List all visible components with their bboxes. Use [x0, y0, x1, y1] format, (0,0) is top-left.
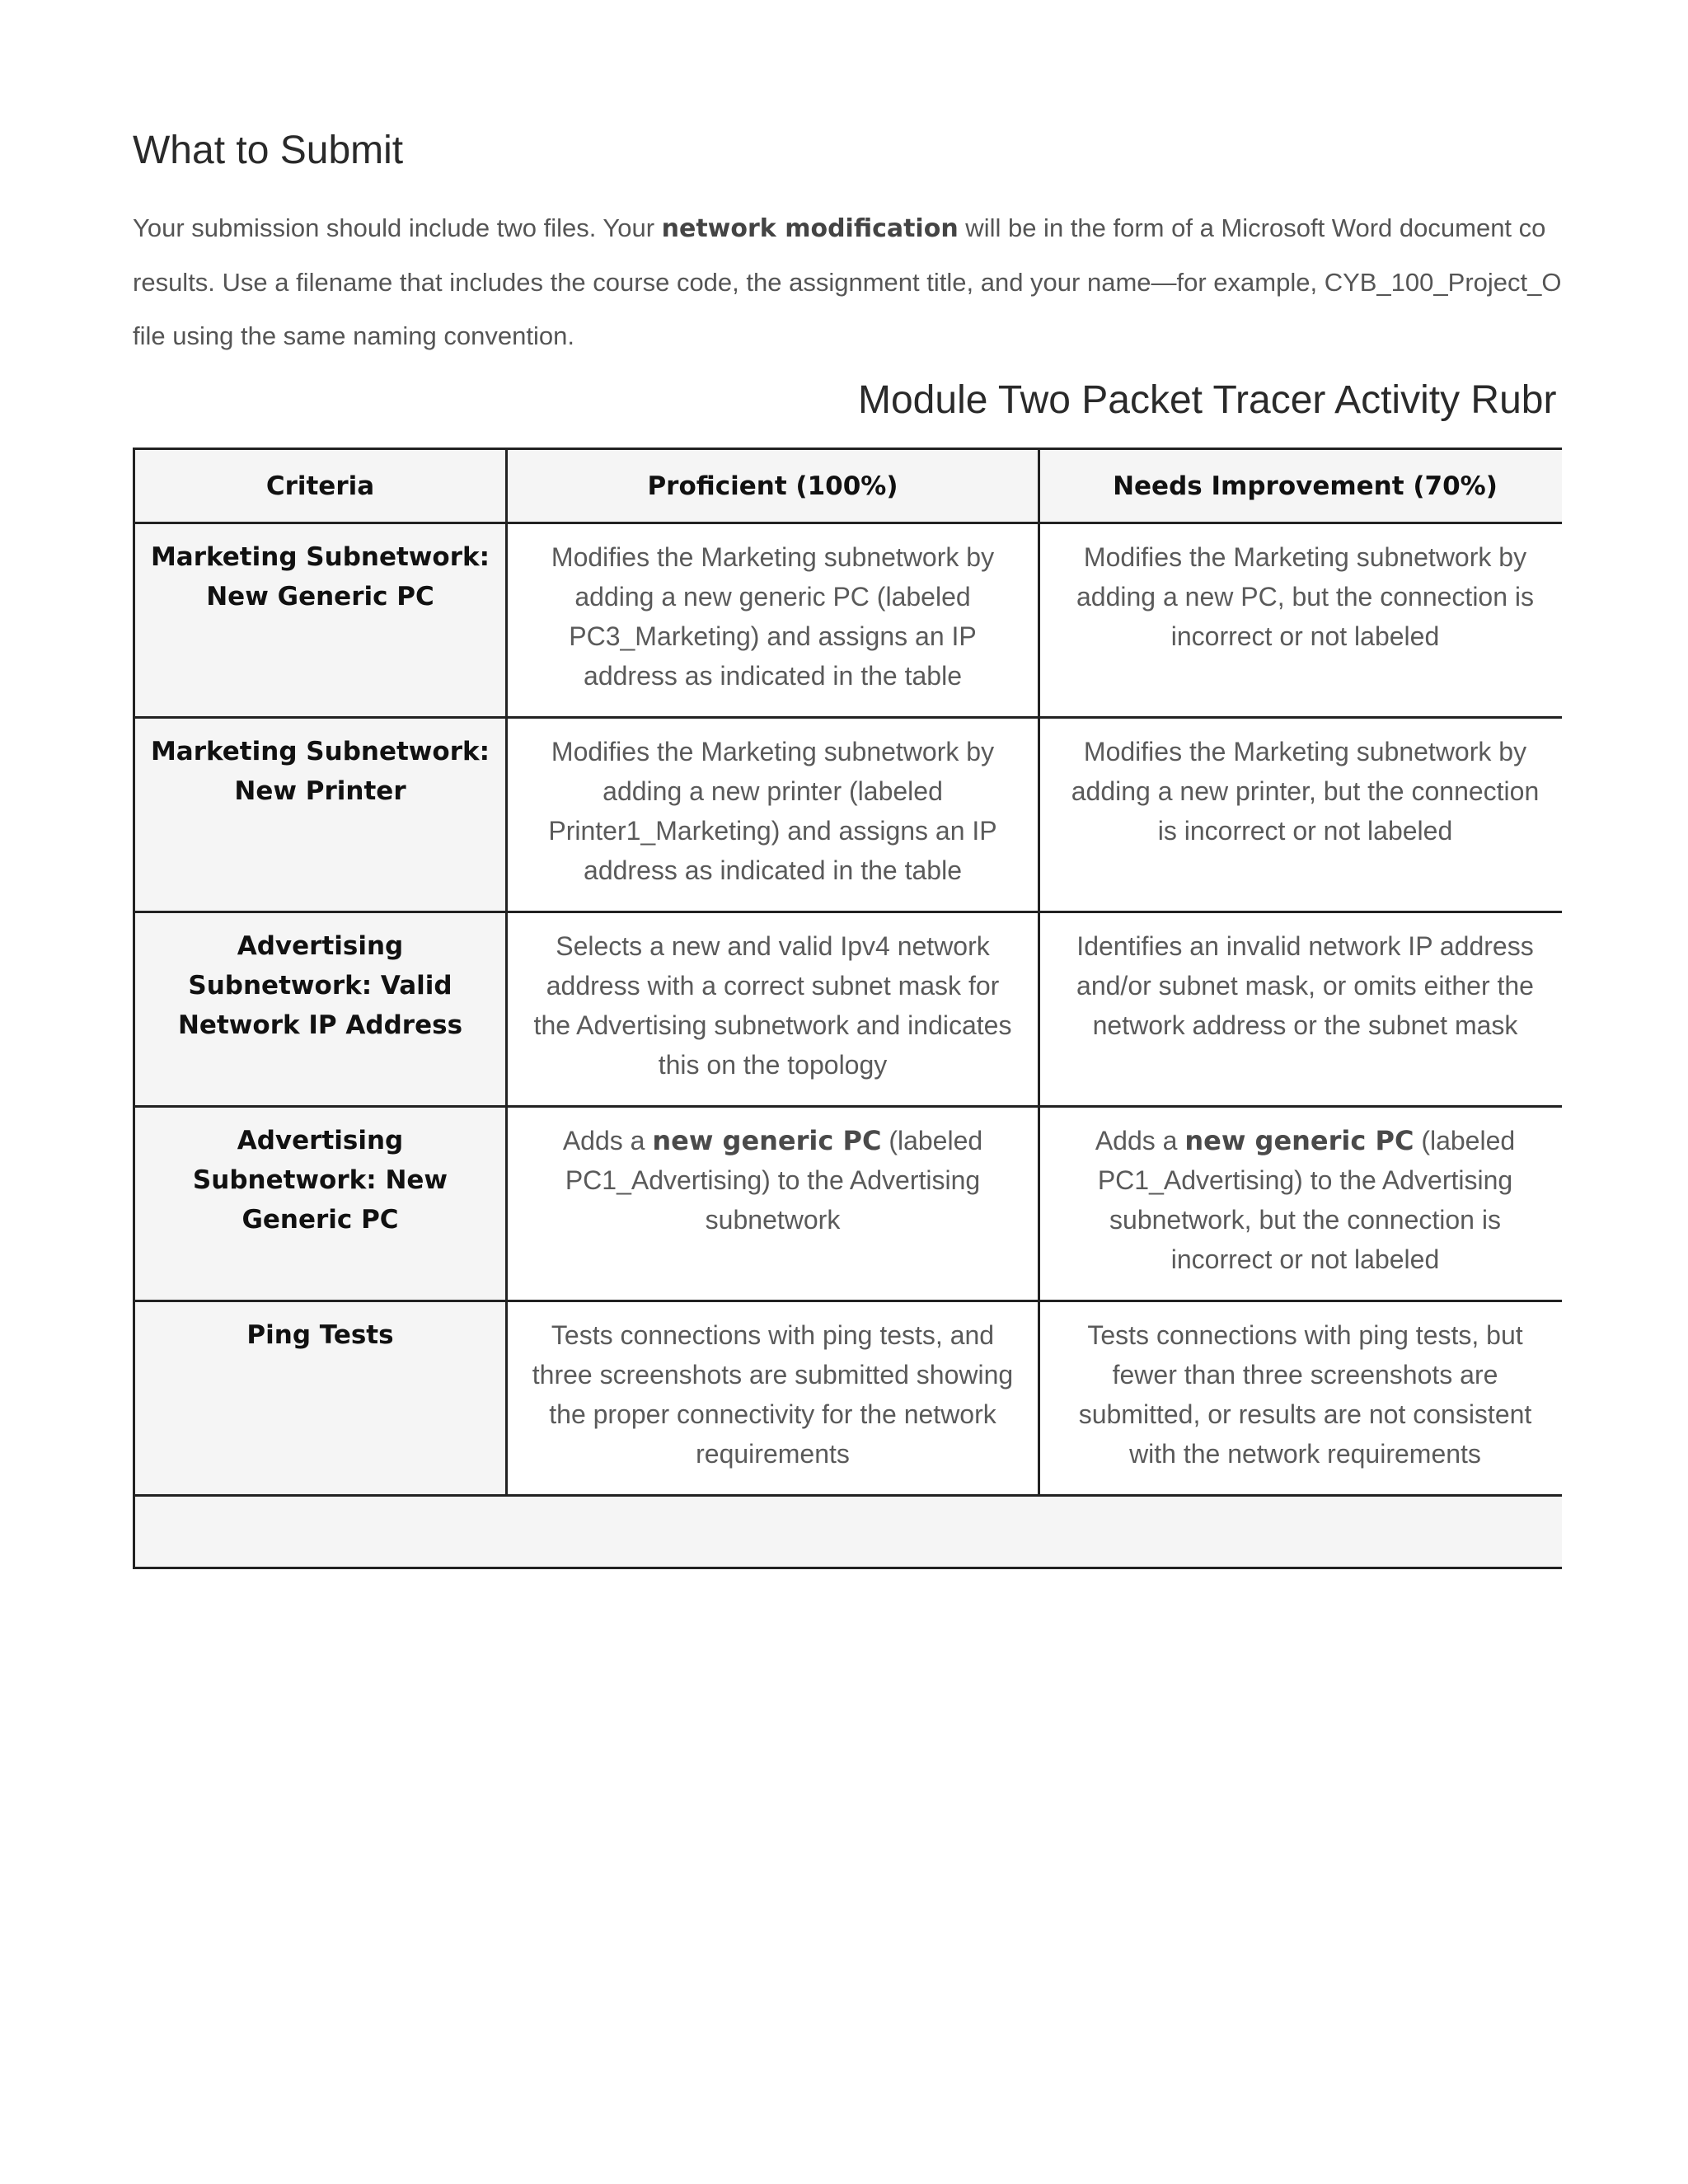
header-proficient: Proficient (100%)	[507, 449, 1039, 523]
table-row	[134, 1301, 1563, 1496]
criteria-cell: Marketing Subnetwork: New Printer	[134, 718, 507, 912]
needs-improvement-cell: Identifies an invalid network IP address and/or subnet mask, or omits either the network address or the subnet mask	[1039, 912, 1563, 1107]
needs-improvement-cell: Modifies the Marketing subnetwork by adding a new printer, but the connection is incorrect or not labeled	[1039, 718, 1563, 912]
criteria-cell: Marketing Subnetwork: New Generic PC	[134, 523, 507, 718]
rubric-title: Module Two Packet Tracer Activity Rubr	[858, 378, 1557, 422]
rubric-footer-row	[134, 1496, 1563, 1568]
proficient-cell: Adds a new generic PC (labeled PC1_Advertising) to the Advertising subnetwork	[507, 1107, 1039, 1301]
header-criteria: Criteria	[134, 449, 507, 523]
criteria-cell: Advertising Subnetwork: New Generic PC	[134, 1107, 507, 1301]
table-row	[134, 718, 1563, 912]
new-generic-pc-emphasis: new generic PC	[1184, 1125, 1414, 1156]
instructions-line-2: results. Use a filename that includes the course code, the assignment title, and your name—for example, CYB_100_Project_O	[133, 268, 1562, 297]
network-modification-emphasis: network modification	[661, 214, 959, 243]
criteria-cell: Ping Tests	[134, 1301, 507, 1496]
table-row	[134, 523, 1563, 718]
footer-cell	[134, 1496, 1563, 1568]
proficient-cell: Modifies the Marketing subnetwork by adding a new generic PC (labeled PC3_Marketing) and assigns an IP address as indicated in the table	[507, 523, 1039, 718]
proficient-cell: Selects a new and valid Ipv4 network address with a correct subnet mask for the Advertising subnetwork and indicates this on the topology	[507, 912, 1039, 1107]
proficient-cell: Tests connections with ping tests, and three screenshots are submitted showing the proper connectivity for the network requirements	[507, 1301, 1039, 1496]
instructions-line-1: Your submission should include two files. Your network modification will be in the form of a Microsoft Word document co	[133, 213, 1546, 243]
needs-improvement-cell: Tests connections with ping tests, but fewer than three screenshots are submitted, or results are not consistent with the network requirements	[1039, 1301, 1563, 1496]
needs-improvement-cell: Modifies the Marketing subnetwork by adding a new PC, but the connection is incorrect or not labeled	[1039, 523, 1563, 718]
header-needs-improvement: Needs Improvement (70%)	[1039, 449, 1563, 523]
submission-instructions	[133, 201, 1562, 363]
rubric-header-row	[134, 449, 1563, 523]
rubric-table	[133, 448, 1562, 1569]
needs-improvement-cell: Adds a new generic PC (labeled PC1_Advertising) to the Advertising subnetwork, but the connection is incorrect or not labeled	[1039, 1107, 1563, 1301]
instructions-line-3: file using the same naming convention.	[133, 321, 574, 350]
table-row	[134, 912, 1563, 1107]
criteria-cell: Advertising Subnetwork: Valid Network IP Address	[134, 912, 507, 1107]
proficient-cell: Modifies the Marketing subnetwork by adding a new printer (labeled Printer1_Marketing) and assigns an IP address as indicated in the table	[507, 718, 1039, 912]
table-row	[134, 1107, 1563, 1301]
section-title: What to Submit	[133, 129, 404, 172]
new-generic-pc-emphasis: new generic PC	[652, 1125, 882, 1156]
